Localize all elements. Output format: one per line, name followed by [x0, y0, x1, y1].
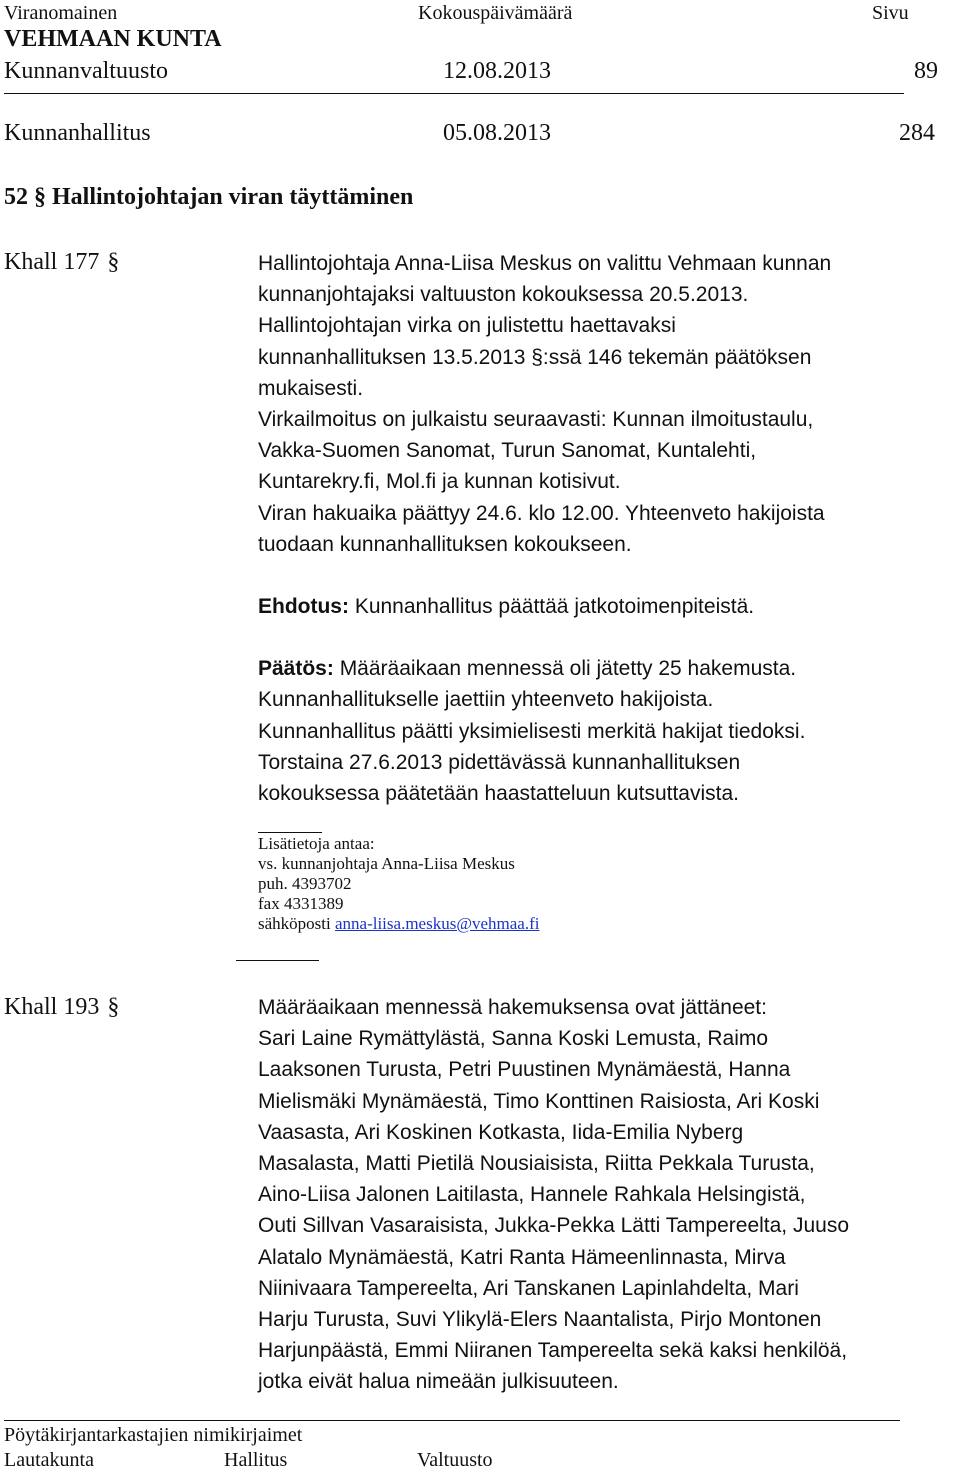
- organization-name: VEHMAAN KUNTA: [4, 26, 222, 52]
- email-link[interactable]: anna-liisa.meskus@vehmaa.fi: [334, 914, 540, 933]
- contact-block: [258, 834, 539, 934]
- contact-fax: fax 4331389: [258, 894, 344, 913]
- body-line: Alatalo Mynämäestä, Katri Ranta Hämeenlinnasta, Mirva: [258, 1245, 786, 1269]
- body-line: jotka eivät halua nimeään julkisuuteen.: [258, 1370, 619, 1394]
- header-row-page: 284: [899, 120, 935, 146]
- header-row-body: Kunnanhallitus: [4, 120, 151, 146]
- body-line: Niinivaara Tampereelta, Ari Tanskanen Lapinlahdelta, Mari: [258, 1276, 799, 1300]
- body-line: Harju Turusta, Suvi Ylikylä-Elers Naantalista, Pirjo Montonen: [258, 1308, 822, 1332]
- body-line: Masalasta, Matti Pietilä Nousiaisista, Riitta Pekkala Turusta,: [258, 1152, 815, 1176]
- khall-193-body: [258, 992, 960, 1398]
- decision-line: Torstaina 27.6.2013 pidettävässä kunnanhallituksen: [258, 750, 741, 774]
- section-title-text: Hallintojohtajan viran täyttäminen: [52, 184, 414, 210]
- proposal-label: Ehdotus:: [258, 595, 349, 619]
- contact-email-line: [258, 914, 539, 934]
- section-symbol: §: [34, 184, 46, 210]
- proposal-line: [258, 591, 960, 622]
- header-page-label: Sivu: [872, 2, 909, 24]
- body-line: Vakka-Suomen Sanomat, Turun Sanomat, Kuntalehti,: [258, 439, 757, 463]
- khall-193-label: [4, 992, 119, 1024]
- decision-label: Päätös:: [258, 657, 334, 681]
- body-line: Laaksonen Turusta, Petri Puustinen Mynämäestä, Hanna: [258, 1058, 791, 1082]
- contact-email-label: sähköposti: [258, 914, 335, 933]
- body-line: Harjunpäästä, Emmi Niiranen Tampereelta sekä kaksi henkilöä,: [258, 1339, 848, 1363]
- decision-line: Kunnanhallitus päätti yksimielisesti merkitä hakijat tiedoksi.: [258, 719, 806, 743]
- footer-government-label: Hallitus: [224, 1449, 288, 1471]
- decision-text: Määräaikaan mennessä oli jätetty 25 hakemusta.: [333, 657, 797, 681]
- khall-label-text: Khall 177: [4, 249, 100, 275]
- header-date-label: Kokouspäivämäärä: [418, 2, 573, 24]
- footer-divider: [4, 1420, 900, 1421]
- body-line: kunnanjohtajaksi valtuuston kokouksessa 20.5.2013.: [258, 283, 749, 307]
- paragraph-symbol: §: [107, 994, 120, 1020]
- body-line: Virkailmoitus on julkaistu seuraavasti: Kunnan ilmoitustaulu,: [258, 408, 814, 432]
- header-divider: [4, 93, 904, 94]
- decision-line: Kunnanhallitukselle jaettiin yhteenveto hakijoista.: [258, 688, 714, 712]
- body-line: Vaasasta, Ari Koskinen Kotkasta, Iida-Emilia Nyberg: [258, 1120, 744, 1144]
- footer-board-label: Lautakunta: [4, 1449, 94, 1471]
- section-number: 52: [4, 184, 28, 210]
- body-line: mukaisesti.: [258, 376, 364, 400]
- header-authority-label: Viranomainen: [4, 2, 118, 24]
- body-line: Aino-Liisa Jalonen Laitilasta, Hannele Rahkala Helsingistä,: [258, 1183, 806, 1207]
- contact-phone: puh. 4393702: [258, 874, 352, 893]
- body-line: Hallintojohtaja Anna-Liisa Meskus on valittu Vehmaan kunnan: [258, 252, 832, 275]
- header-row-date: 12.08.2013: [443, 58, 551, 84]
- khall-177-body: [258, 248, 960, 809]
- body-line: Outi Sillvan Vasaraisista, Jukka-Pekka Lätti Tampereelta, Juuso: [258, 1214, 850, 1238]
- body-line: kunnanhallituksen 13.5.2013 §:ssä 146 tekemän päätöksen: [258, 345, 812, 369]
- decision-line: kokouksessa päätetään haastatteluun kutsuttavista.: [258, 782, 739, 806]
- section-title: [4, 184, 413, 211]
- body-line: tuodaan kunnanhallituksen kokoukseen.: [258, 532, 632, 556]
- body-line: Mielismäki Mynämäestä, Timo Konttinen Raisiosta, Ari Koski: [258, 1089, 820, 1113]
- footer-council-label: Valtuusto: [417, 1449, 493, 1471]
- body-line: Hallintojohtajan virka on julistettu haettavaksi: [258, 314, 676, 338]
- body-line: Sari Laine Rymättylästä, Sanna Koski Lemusta, Raimo: [258, 1027, 769, 1051]
- khall-177-label: [4, 247, 119, 279]
- decision-line: [258, 653, 960, 684]
- body-line: Kuntarekry.fi, Mol.fi ja kunnan kotisivut.: [258, 470, 621, 494]
- body-line: Määräaikaan mennessä hakemuksensa ovat jättäneet:: [258, 996, 767, 1019]
- contact-divider-top: [258, 832, 322, 833]
- contact-title: Lisätietoja antaa:: [258, 834, 375, 853]
- paragraph-symbol: §: [107, 249, 120, 275]
- header-row-page: 89: [914, 58, 938, 84]
- contact-name: vs. kunnanjohtaja Anna-Liisa Meskus: [258, 854, 515, 873]
- header-row-body: Kunnanvaltuusto: [4, 58, 168, 84]
- header-row-date: 05.08.2013: [443, 120, 551, 146]
- footer-initials-label: Pöytäkirjantarkastajien nimikirjaimet: [4, 1424, 303, 1446]
- contact-divider-bottom: [236, 960, 319, 961]
- proposal-text: Kunnanhallitus päättää jatkotoimenpiteistä.: [348, 595, 755, 619]
- khall-label-text: Khall 193: [4, 994, 100, 1020]
- body-line: Viran hakuaika päättyy 24.6. klo 12.00. Yhteenveto hakijoista: [258, 501, 825, 525]
